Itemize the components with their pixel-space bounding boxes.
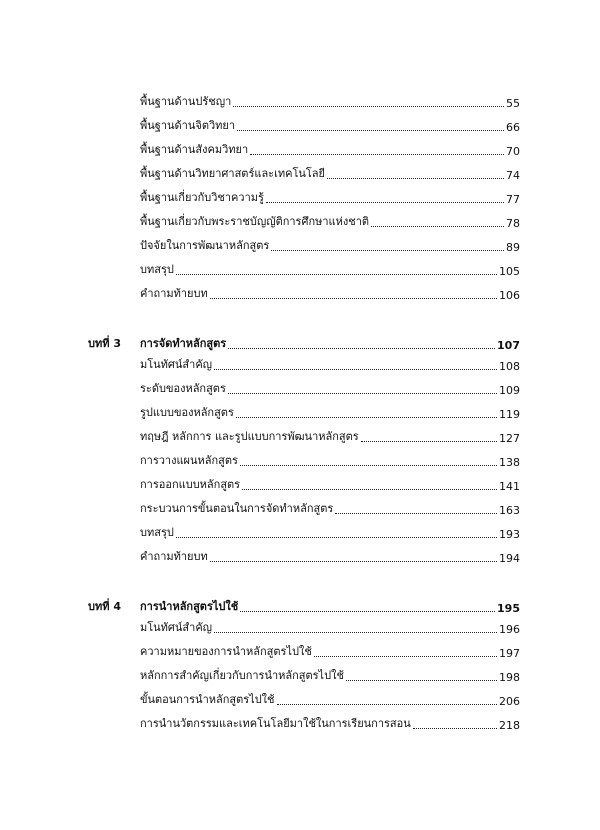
toc-entry[interactable] bbox=[140, 262, 520, 278]
toc-entry-title: ทฤษฎี หลักการ และรูปแบบการพัฒนาหลักสูตร bbox=[140, 430, 359, 443]
dot-leader bbox=[361, 441, 497, 442]
toc-entry-title: บทสรุป bbox=[140, 263, 174, 276]
dot-leader bbox=[271, 250, 504, 251]
dot-leader bbox=[314, 656, 497, 657]
dot-leader bbox=[237, 130, 504, 131]
toc-entry-page: 108 bbox=[499, 360, 520, 373]
toc-entry[interactable] bbox=[140, 238, 520, 254]
toc-entry[interactable] bbox=[140, 429, 520, 445]
toc-entry-page: 70 bbox=[506, 145, 520, 158]
dot-leader bbox=[327, 178, 504, 179]
dot-leader bbox=[413, 728, 497, 729]
toc-entry-title: พื้นฐานด้านสังคมวิทยา bbox=[140, 143, 249, 156]
toc-entry-title: หลักการสำคัญเกี่ยวกับการนำหลักสูตรไปใช้ bbox=[140, 669, 344, 682]
dot-leader bbox=[214, 632, 497, 633]
toc-entry-page: 105 bbox=[499, 265, 520, 278]
dot-leader bbox=[228, 348, 495, 349]
dot-leader bbox=[335, 513, 497, 514]
toc-entry-title: ระดับของหลักสูตร bbox=[140, 382, 226, 395]
toc-entry[interactable] bbox=[140, 166, 520, 182]
toc-entry[interactable] bbox=[140, 381, 520, 397]
toc-entry-title: บทสรุป bbox=[140, 526, 174, 539]
toc-entry[interactable] bbox=[140, 501, 520, 517]
chapter-page: 195 bbox=[497, 602, 520, 615]
toc-entry[interactable] bbox=[140, 692, 520, 708]
toc-entry-page: 89 bbox=[506, 241, 520, 254]
toc-entry[interactable] bbox=[140, 94, 520, 110]
toc-entry[interactable] bbox=[140, 668, 520, 684]
toc-entry-title: พื้นฐานเกี่ยวกับพระราชบัญญัติการศึกษาแห่งชาติ bbox=[140, 215, 370, 228]
toc-entry-page: 194 bbox=[499, 552, 520, 565]
toc-entry-title: มโนทัศน์สำคัญ bbox=[140, 621, 213, 634]
toc-entry[interactable] bbox=[140, 453, 520, 469]
toc-entry[interactable] bbox=[140, 214, 520, 230]
toc-entry-page: 141 bbox=[499, 480, 520, 493]
toc-entry-page: 109 bbox=[499, 384, 520, 397]
toc-entry-title: พื้นฐานด้านจิตวิทยา bbox=[140, 119, 236, 132]
toc-entry[interactable] bbox=[140, 525, 520, 541]
toc-entry-page: 193 bbox=[499, 528, 520, 541]
dot-leader bbox=[176, 274, 497, 275]
toc-entry-page: 197 bbox=[499, 647, 520, 660]
toc-entry-page: 206 bbox=[499, 695, 520, 708]
toc-entry-title: การนำนวัตกรรมและเทคโนโลยีมาใช้ในการเรียนการสอน bbox=[140, 717, 411, 730]
toc-entry-page: 119 bbox=[499, 408, 520, 421]
toc-entry-title: ขั้นตอนการนำหลักสูตรไปใช้ bbox=[140, 693, 275, 706]
toc-entry[interactable] bbox=[140, 190, 520, 206]
dot-leader bbox=[228, 393, 497, 394]
chapter-label: บทที่ 3 bbox=[88, 337, 121, 350]
dot-leader bbox=[240, 465, 497, 466]
toc-entry-page: 77 bbox=[506, 193, 520, 206]
toc-entry[interactable] bbox=[140, 620, 520, 636]
toc-entry-title: พื้นฐานด้านวิทยาศาสตร์และเทคโนโลยี bbox=[140, 167, 325, 180]
toc-entry-title: รูปแบบของหลักสูตร bbox=[140, 406, 234, 419]
chapter-label: บทที่ 4 bbox=[88, 600, 121, 613]
toc-entry-title: การวางแผนหลักสูตร bbox=[140, 454, 238, 467]
dot-leader bbox=[214, 369, 497, 370]
dot-leader bbox=[240, 611, 495, 612]
toc-entry-page: 66 bbox=[506, 121, 520, 134]
dot-leader bbox=[371, 226, 504, 227]
chapter-page: 107 bbox=[497, 339, 520, 352]
toc-entry-page: 218 bbox=[499, 719, 520, 732]
toc-entry-page: 78 bbox=[506, 217, 520, 230]
toc-entry-page: 138 bbox=[499, 456, 520, 469]
toc-entry[interactable] bbox=[140, 142, 520, 158]
dot-leader bbox=[233, 106, 504, 107]
chapter-4-heading[interactable] bbox=[88, 597, 520, 615]
toc-entry-page: 198 bbox=[499, 671, 520, 684]
toc-entry[interactable] bbox=[140, 405, 520, 421]
dot-leader bbox=[250, 154, 504, 155]
toc-entry-title: คำถามท้ายบท bbox=[140, 287, 208, 300]
toc-entry[interactable] bbox=[140, 118, 520, 134]
toc-entry-title: การออกแบบหลักสูตร bbox=[140, 478, 241, 491]
toc-entry-page: 196 bbox=[499, 623, 520, 636]
dot-leader bbox=[236, 417, 497, 418]
chapter-title: การนำหลักสูตรไปใช้ bbox=[140, 600, 239, 613]
dot-leader bbox=[210, 561, 497, 562]
dot-leader bbox=[346, 680, 497, 681]
toc-entry[interactable] bbox=[140, 644, 520, 660]
toc-entry-title: คำถามท้ายบท bbox=[140, 550, 208, 563]
toc-entry-title: ความหมายของการนำหลักสูตรไปใช้ bbox=[140, 645, 312, 658]
toc-entry[interactable] bbox=[140, 286, 520, 302]
toc-entry[interactable] bbox=[140, 357, 520, 373]
toc-entry[interactable] bbox=[140, 549, 520, 565]
toc-entry-page: 163 bbox=[499, 504, 520, 517]
toc-entry-title: พื้นฐานเกี่ยวกับวิชาความรู้ bbox=[140, 191, 264, 204]
toc-entry-title: กระบวนการขั้นตอนในการจัดทำหลักสูตร bbox=[140, 502, 334, 515]
dot-leader bbox=[266, 202, 504, 203]
dot-leader bbox=[242, 489, 497, 490]
chapter-3-heading[interactable] bbox=[88, 334, 520, 352]
toc-entry-page: 106 bbox=[499, 289, 520, 302]
toc-entry[interactable] bbox=[140, 716, 520, 732]
chapter-title: การจัดทำหลักสูตร bbox=[140, 337, 227, 350]
dot-leader bbox=[277, 704, 497, 705]
toc-entry-title: พื้นฐานด้านปรัชญา bbox=[140, 95, 232, 108]
toc-entry-title: มโนทัศน์สำคัญ bbox=[140, 358, 213, 371]
dot-leader bbox=[210, 298, 497, 299]
toc-entry-page: 55 bbox=[506, 97, 520, 110]
toc-entry-page: 74 bbox=[506, 169, 520, 182]
dot-leader bbox=[176, 537, 497, 538]
toc-entry[interactable] bbox=[140, 477, 520, 493]
toc-entry-page: 127 bbox=[499, 432, 520, 445]
toc-entry-title: ปัจจัยในการพัฒนาหลักสูตร bbox=[140, 239, 270, 252]
